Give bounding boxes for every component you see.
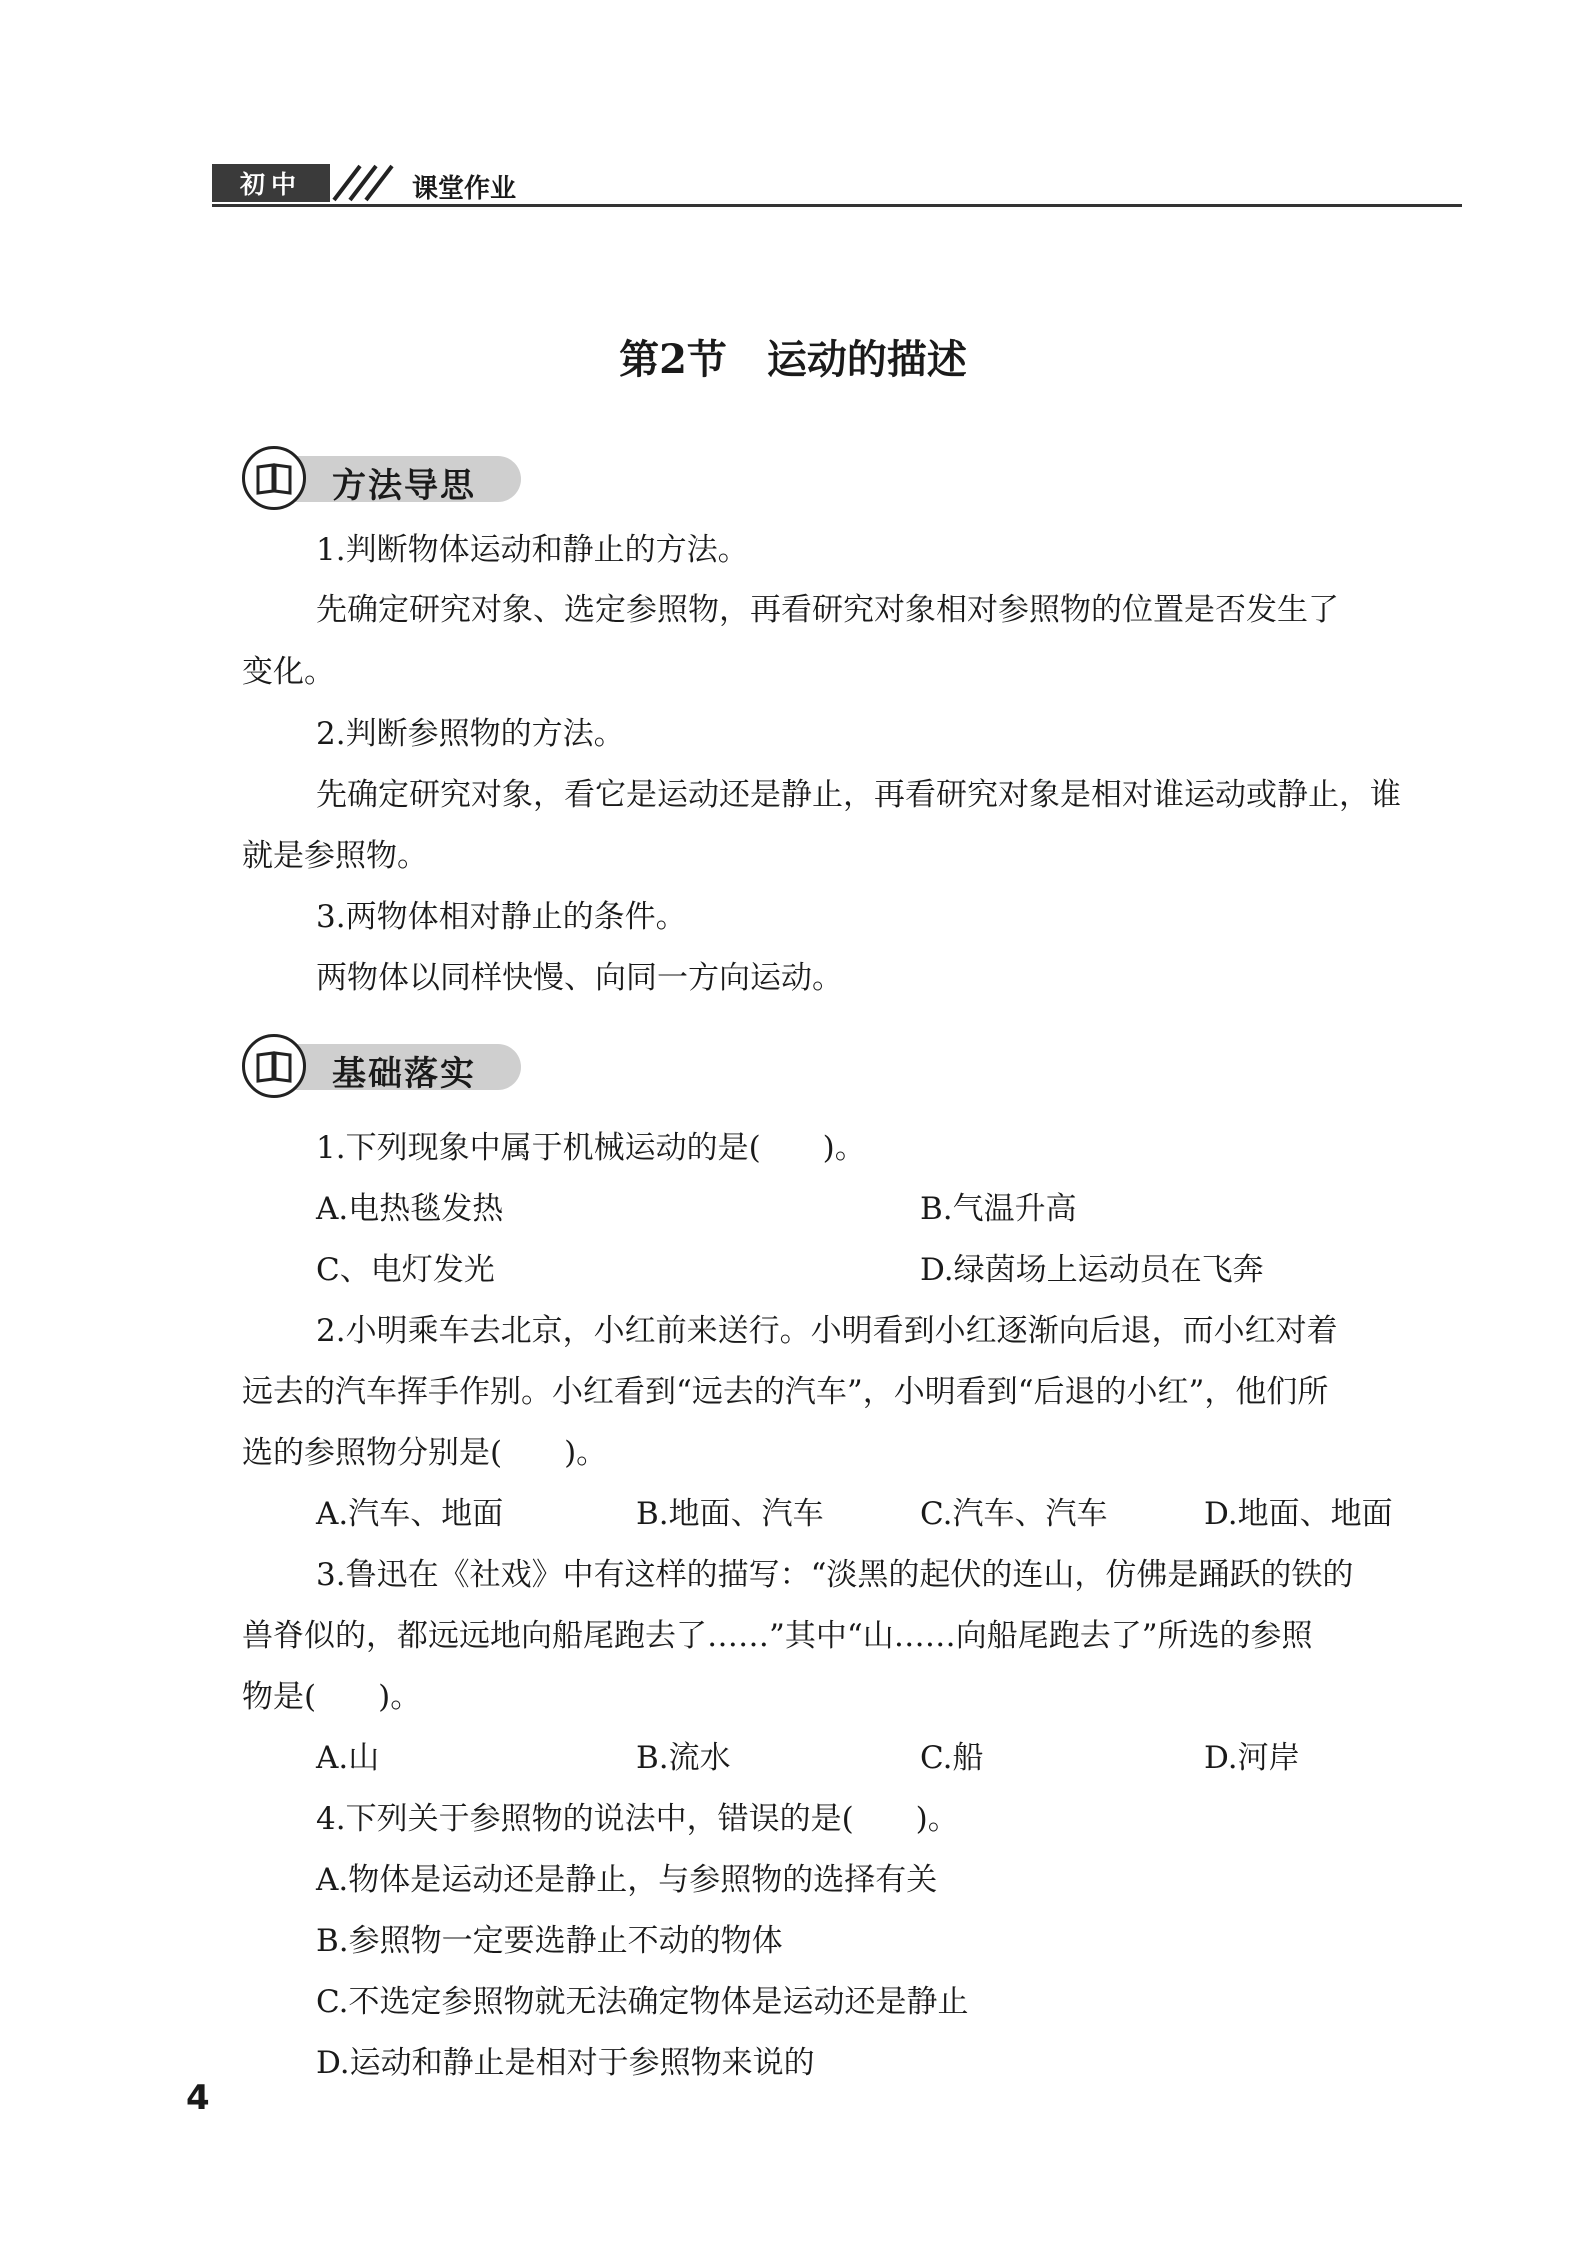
q2-line-2: 远去的汽车挥手作别。小红看到“远去的汽车”，小明看到“后退的小红”，他们所: [242, 1374, 1329, 1410]
method-p1-body-2: 变化。: [242, 654, 335, 690]
q4-stem: 4.下列关于参照物的说法中，错误的是( )。: [316, 1801, 959, 1837]
q1-option-a: A.电热毯发热: [316, 1191, 504, 1227]
method-p3-title: 3.两物体相对静止的条件。: [316, 899, 687, 935]
q2-line-1: 2.小明乘车去北京，小红前来送行。小明看到小红逐渐向后退，而小红对着: [316, 1313, 1338, 1349]
method-p3-body: 两物体以同样快慢、向同一方向运动。: [316, 960, 843, 996]
q4-option-d: D.运动和静止是相对于参照物来说的: [316, 2045, 815, 2081]
q4-option-b: B.参照物一定要选静止不动的物体: [316, 1923, 783, 1959]
q4-option-c: C.不选定参照物就无法确定物体是运动还是静止: [316, 1984, 969, 2020]
basics-heading-label: 基础落实: [332, 1054, 476, 1094]
book-icon: [242, 1034, 306, 1098]
method-p2-body-2: 就是参照物。: [242, 838, 428, 874]
q4-option-a: A.物体是运动还是静止，与参照物的选择有关: [316, 1862, 938, 1898]
section-name: 运动的描述: [766, 336, 967, 383]
q3-line-1: 3.鲁迅在《社戏》中有这样的描写：“淡黑的起伏的连山，仿佛是踊跃的铁的: [316, 1557, 1354, 1593]
q2-options: [316, 1494, 1466, 1534]
header-badge: 初中: [212, 164, 330, 202]
q2-option-b: B.地面、汽车: [636, 1496, 824, 1532]
page-number: 4: [186, 2078, 210, 2118]
method-p1-body-1: 先确定研究对象、选定参照物，再看研究对象相对参照物的位置是否发生了: [316, 592, 1339, 628]
q3-options: [316, 1738, 1466, 1778]
q3-line-3: 物是( )。: [242, 1679, 422, 1715]
section-title: [0, 328, 1586, 385]
q2-option-a: A.汽车、地面: [316, 1496, 504, 1532]
method-p1-title: 1.判断物体运动和静止的方法。: [316, 532, 749, 568]
q2-line-3: 选的参照物分别是( )。: [242, 1435, 608, 1471]
q3-option-a: A.山: [316, 1740, 380, 1776]
section-number: 第2节: [619, 336, 727, 383]
header-rule: [212, 204, 1462, 207]
q3-option-c: C.船: [920, 1740, 984, 1776]
q3-option-b: B.流水: [636, 1740, 731, 1776]
q3-line-2: 兽脊似的，都远远地向船尾跑去了……”其中“山……向船尾跑去了”所选的参照: [242, 1618, 1313, 1654]
book-icon: [242, 446, 306, 510]
method-heading: [242, 446, 542, 512]
q2-option-d: D.地面、地面: [1204, 1496, 1393, 1532]
basics-heading: [242, 1034, 542, 1100]
q3-option-d: D.河岸: [1204, 1740, 1300, 1776]
q1-option-b: B.气温升高: [920, 1191, 1077, 1227]
double-chevron-icon: [330, 160, 400, 206]
method-p2-title: 2.判断参照物的方法。: [316, 716, 625, 752]
header-label: 课堂作业: [412, 174, 517, 204]
page-header: [212, 160, 1462, 210]
q1-stem: 1.下列现象中属于机械运动的是( )。: [316, 1130, 866, 1166]
method-p2-body-1: 先确定研究对象，看它是运动还是静止，再看研究对象是相对谁运动或静止，谁: [316, 777, 1401, 813]
q1-option-c: C、电灯发光: [316, 1252, 495, 1288]
q2-option-c: C.汽车、汽车: [920, 1496, 1108, 1532]
method-heading-label: 方法导思: [332, 466, 476, 506]
q1-option-d: D.绿茵场上运动员在飞奔: [920, 1252, 1264, 1288]
